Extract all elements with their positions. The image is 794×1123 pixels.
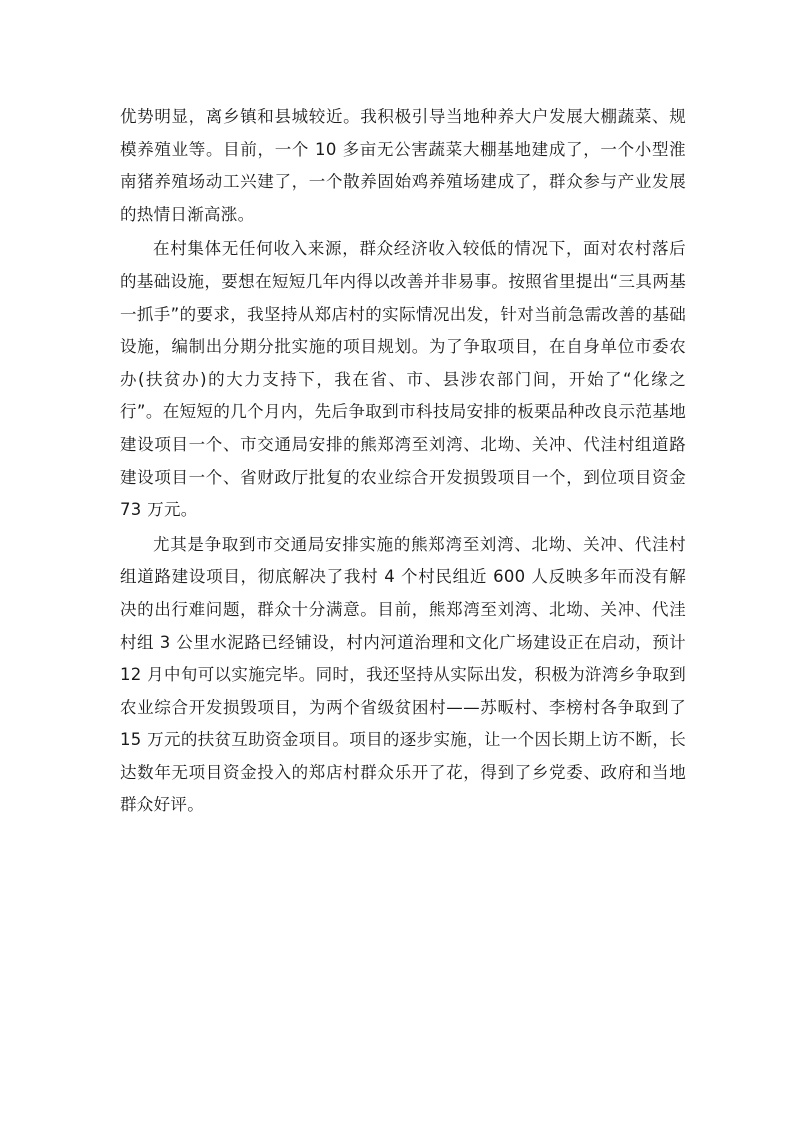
paragraph-continued: 优势明显，离乡镇和县城较近。我积极引导当地种养大户发展大棚蔬菜、规模养殖业等。目前，一个 10 多亩无公害蔬菜大棚基地建成了，一个小型淮南猪养殖场动工兴建了，一个散养固始鸡养殖场建成了，群众参与产业发展的热情日渐高涨。	[120, 107, 686, 224]
paragraph-infrastructure-projects: 在村集体无任何收入来源，群众经济收入较低的情况下，面对农村落后的基础设施，要想在短短几年内得以改善并非易事。按照省里提出“三具两基一抓手”的要求，我坚持从郑店村的实际情况出发，针对当前急需改善的基础设施，编制出分期分批实施的项目规划。为了争取项目，在自身单位市委农办(扶贫办)的大力支持下，我在省、市、县涉农部门间，开始了“化缘之行”。在短短的几个月内，先后争取到市科技局安排的板栗品种改良示范基地建设项目一个、市交通局安排的熊郑湾至刘湾、北坳、关冲、代洼村组道路建设项目一个、省财政厅批复的农业综合开发损毁项目一个，到位项目资金 73 万元。	[120, 239, 686, 520]
document-body	[120, 101, 686, 822]
paragraph-road-project-results: 尤其是争取到市交通局安排实施的熊郑湾至刘湾、北坳、关冲、代洼村组道路建设项目，彻底解决了我村 4 个村民组近 600 人反映多年而没有解决的出行难问题，群众十分满意。目前，熊郑湾至刘湾、北坳、关冲、代洼村组 3 公里水泥路已经铺设，村内河道治理和文化广场建设正在启动，预计 12 月中旬可以实施完毕。同时，我还坚持从实际出发，积极为浒湾乡争取到农业综合开发损毁项目，为两个省级贫困村——苏畈村、李榜村各争取到了 15 万元的扶贫互助资金项目。项目的逐步实施，让一个因长期上访不断，长达数年无项目资金投入的郑店村群众乐开了花，得到了乡党委、政府和当地群众好评。	[120, 534, 686, 815]
